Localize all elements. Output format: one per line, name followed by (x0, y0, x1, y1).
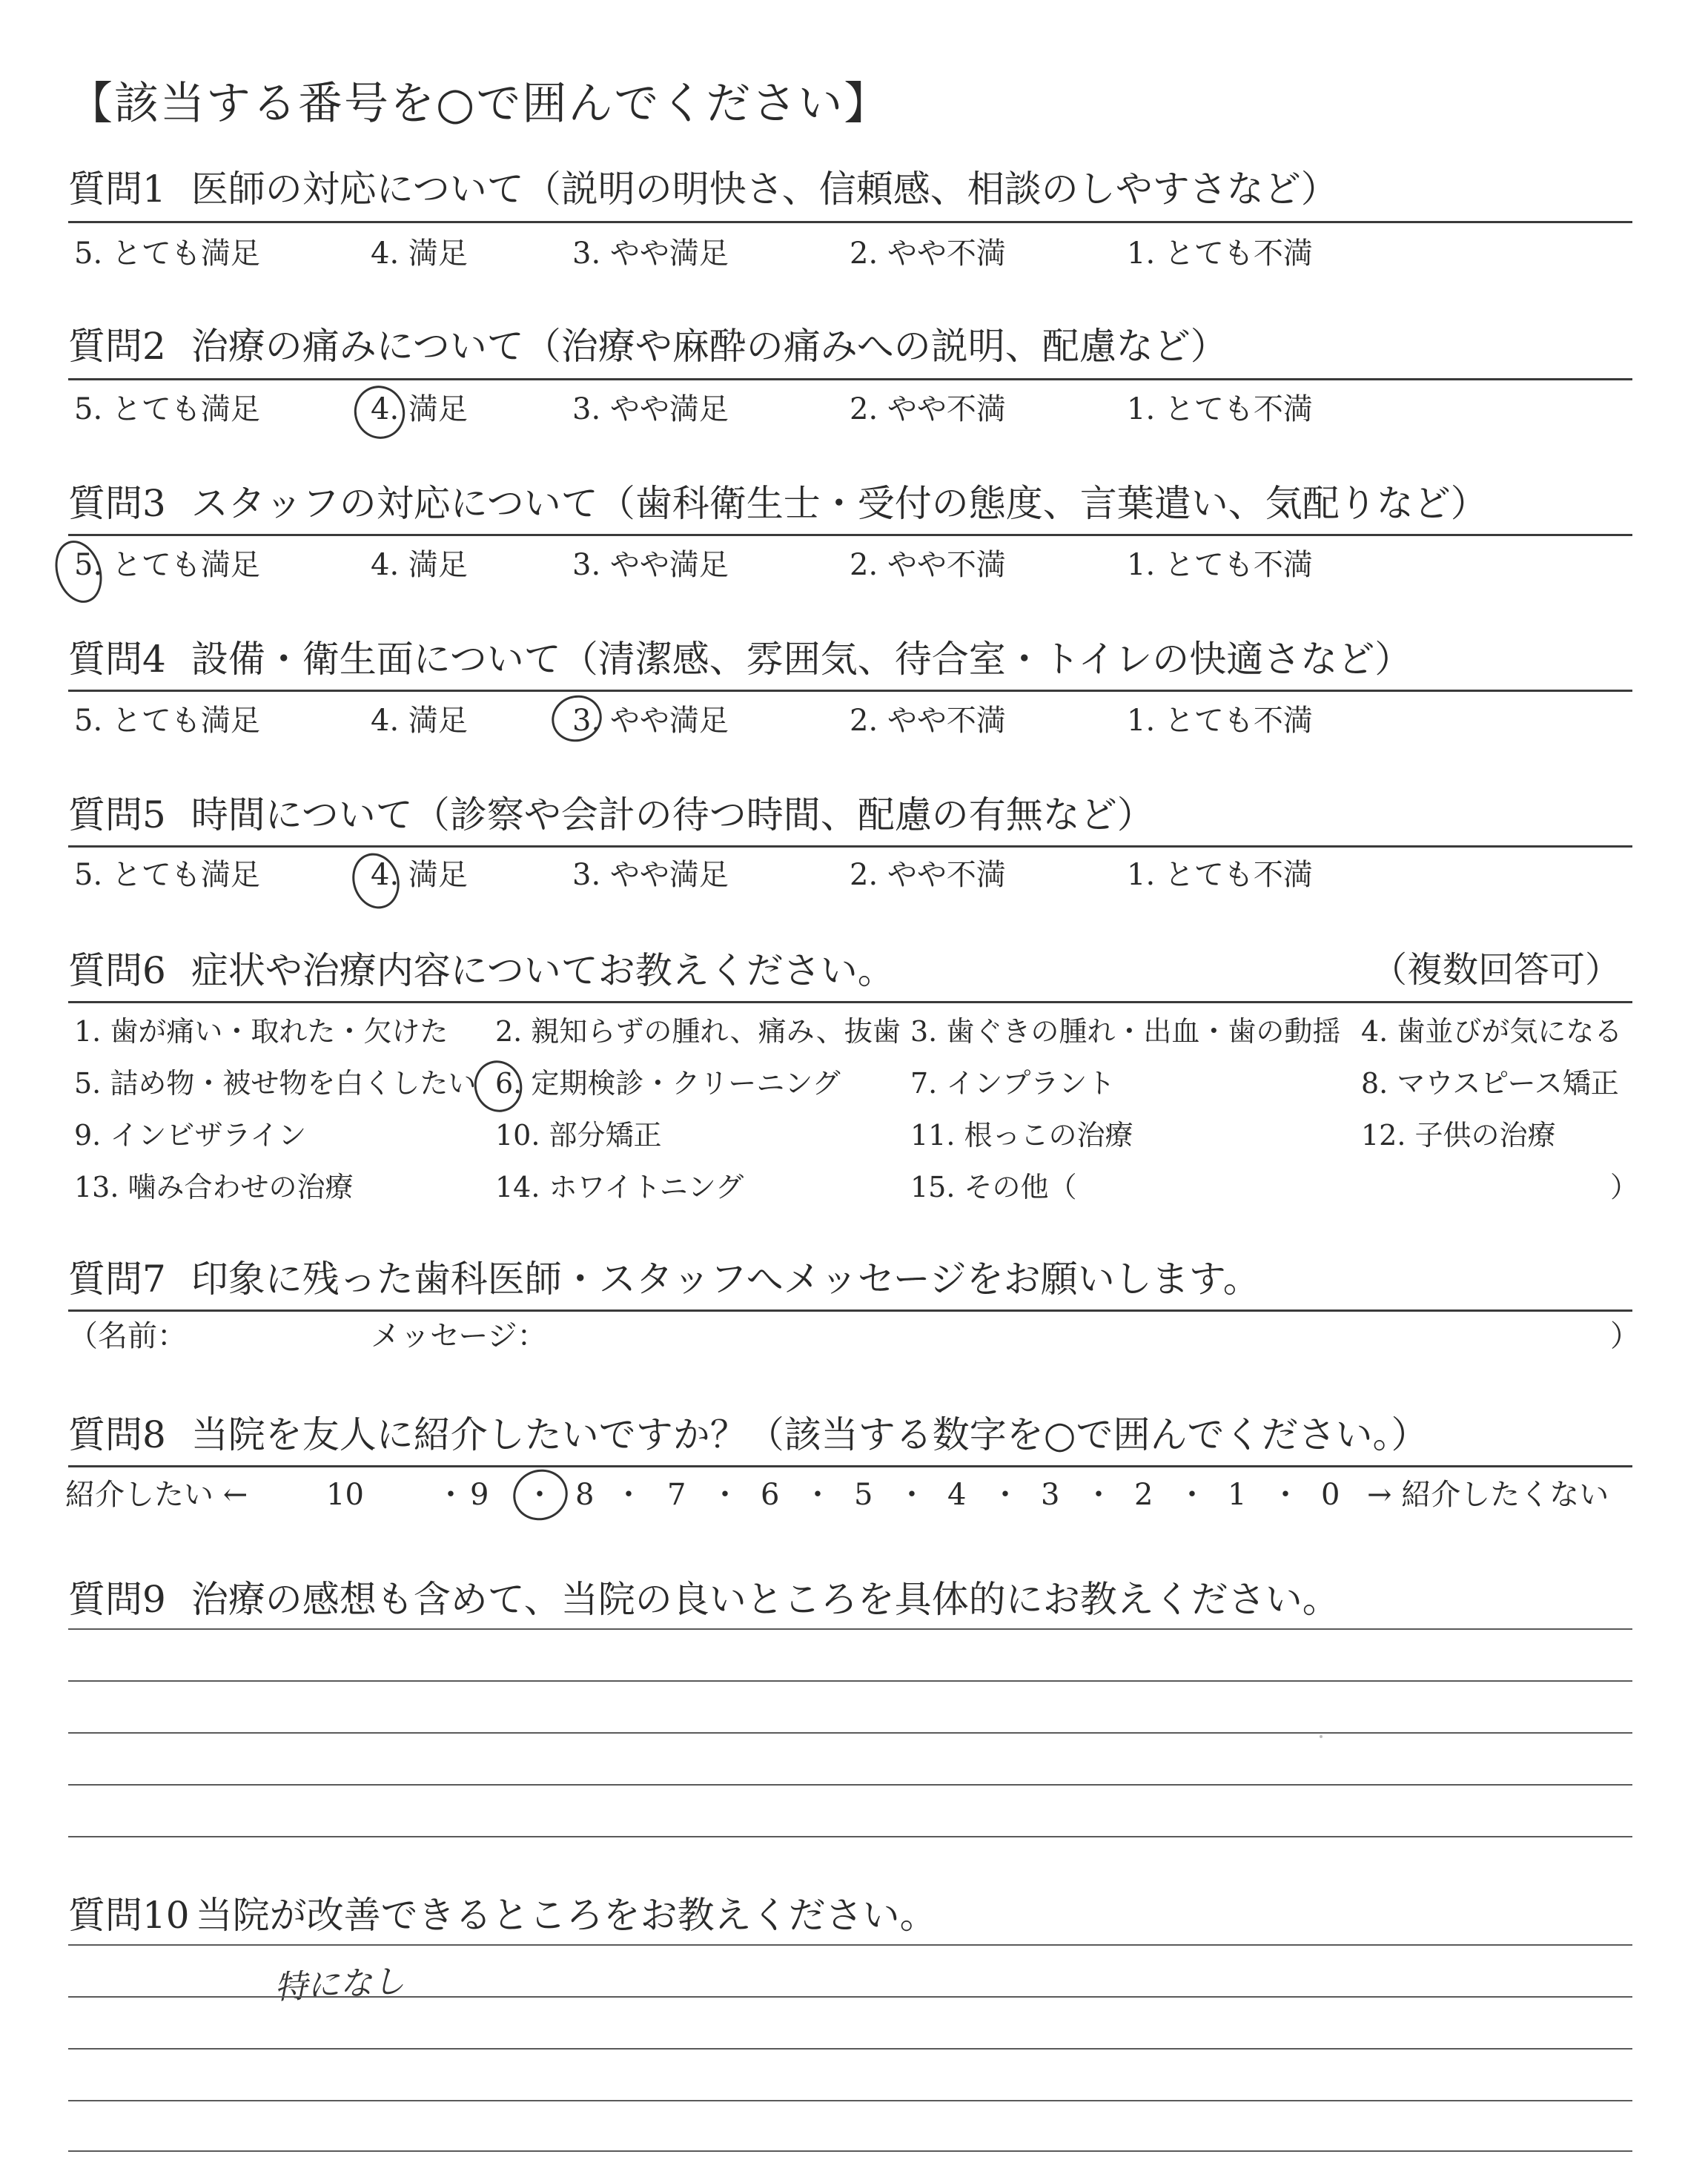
option-2[interactable]: 2. やや不満 (850, 392, 1006, 426)
symptom-option[interactable]: 10. 部分矯正 (495, 1119, 662, 1152)
option-1[interactable]: 1. とても不満 (1127, 392, 1313, 426)
question-label: 質問3 (68, 482, 166, 525)
question-label: 質問8 (68, 1413, 166, 1456)
scale-value[interactable]: 1 (1228, 1478, 1247, 1512)
symptom-option[interactable]: 11. 根っこの治療 (910, 1119, 1133, 1152)
question-label: 質問2 (68, 325, 166, 368)
question-2-heading (68, 325, 1228, 368)
answer-line[interactable] (68, 2048, 1632, 2050)
option-2[interactable]: 2. やや不満 (850, 704, 1006, 738)
question-text: 時間について（診察や会計の待つ時間、配慮の有無など） (191, 793, 1154, 836)
page-title: 【該当する番号を○で囲んでください】 (68, 78, 890, 130)
symptom-option[interactable]: 12. 子供の治療 (1361, 1119, 1556, 1152)
question-text: 印象に残った歯科医師・スタッフへメッセージをお願いします。 (191, 1258, 1260, 1301)
question-rule (68, 1001, 1632, 1003)
symptom-option[interactable]: 1. 歯が痛い・取れた・欠けた (74, 1015, 448, 1048)
option-1[interactable]: 1. とても不満 (1127, 548, 1313, 582)
scan-speck (1320, 1735, 1323, 1738)
recommend-right-label: → 紹介したくない (1367, 1478, 1609, 1512)
option-2[interactable]: 2. やや不満 (850, 548, 1006, 582)
question-6-heading (68, 949, 895, 992)
scale-value[interactable]: 7 (667, 1478, 686, 1512)
question-label: 質問10 (68, 1894, 190, 1937)
answer-line[interactable] (68, 2100, 1632, 2101)
question-text: 当院を友人に紹介したいですか？（該当する数字を○で囲んでください。） (191, 1413, 1429, 1456)
question-7-heading (68, 1258, 1260, 1301)
option-3[interactable]: 3. やや満足 (572, 858, 729, 892)
question-text: 設備・衛生面について（清潔感、雰囲気、待合室・トイレの快適さなど） (191, 638, 1412, 681)
question-rule (68, 845, 1632, 848)
option-1[interactable]: 1. とても不満 (1127, 858, 1313, 892)
scale-value[interactable]: 8 (575, 1478, 595, 1512)
question-rule (68, 378, 1632, 380)
question-text: 症状や治療内容についてお教えください。 (191, 949, 895, 992)
answer-line[interactable] (68, 1944, 1632, 1946)
scale-dot: ・ (897, 1478, 927, 1512)
answer-line[interactable] (68, 2150, 1632, 2152)
answer-line[interactable] (68, 1784, 1632, 1786)
symptom-option[interactable]: 3. 歯ぐきの腫れ・出血・歯の動揺 (910, 1015, 1341, 1048)
question-text: 治療の感想も含めて、当院の良いところを具体的にお教えください。 (191, 1578, 1340, 1621)
answer-line[interactable] (68, 1836, 1632, 1837)
symptom-option[interactable]: 13. 噛み合わせの治療 (74, 1171, 354, 1203)
scale-value[interactable]: 6 (761, 1478, 780, 1512)
other-close-paren: ） (1610, 1171, 1639, 1203)
question-1-heading (68, 168, 1338, 211)
scale-value[interactable]: 9 (470, 1478, 489, 1512)
scale-dot: ・ (803, 1478, 833, 1512)
question-9-heading (68, 1578, 1340, 1621)
scale-value[interactable]: 10 (326, 1478, 364, 1512)
symptom-option[interactable]: 15. その他（ (910, 1171, 1077, 1203)
recommend-left-label: 紹介したい ← (65, 1478, 248, 1512)
symptom-option[interactable]: 4. 歯並びが気になる (1361, 1015, 1623, 1048)
option-3[interactable]: 3. やや満足 (572, 548, 729, 582)
option-4[interactable]: 4. 満足 (371, 237, 468, 271)
question-text: 治療の痛みについて（治療や麻酔の痛みへの説明、配慮など） (191, 325, 1228, 368)
multiple-answers-note: （複数回答可） (1371, 949, 1621, 991)
option-4[interactable]: 4. 満足 (371, 704, 468, 738)
hand-drawn-circle-mark (546, 689, 608, 748)
option-1[interactable]: 1. とても不満 (1127, 237, 1313, 271)
answer-line[interactable] (68, 1996, 1632, 1998)
question-label: 質問7 (68, 1258, 166, 1301)
option-4[interactable]: 4. 満足 (371, 548, 468, 582)
option-2[interactable]: 2. やや不満 (850, 858, 1006, 892)
symptom-option[interactable]: 9. インビザライン (74, 1119, 307, 1152)
option-5[interactable]: 5. とても満足 (74, 858, 260, 892)
question-3-heading (68, 482, 1488, 525)
scale-value[interactable]: 3 (1041, 1478, 1060, 1512)
question-4-heading (68, 638, 1412, 681)
scale-dot: ・ (1271, 1478, 1300, 1512)
message-field-label[interactable]: メッセージ： (371, 1319, 547, 1353)
scale-dot: ・ (1177, 1478, 1207, 1512)
answer-line[interactable] (68, 1732, 1632, 1734)
scale-dot: ・ (525, 1478, 555, 1512)
scale-dot: ・ (436, 1478, 466, 1512)
hand-drawn-circle-mark (468, 1054, 529, 1118)
question-label: 質問5 (68, 793, 166, 836)
option-5[interactable]: 5. とても満足 (74, 548, 260, 582)
option-3[interactable]: 3. やや満足 (572, 237, 729, 271)
scale-dot: ・ (1084, 1478, 1113, 1512)
option-5[interactable]: 5. とても満足 (74, 237, 260, 271)
question-text: 当院が改善できるところをお教えください。 (195, 1894, 937, 1937)
question-label: 質問4 (68, 638, 166, 681)
hand-drawn-circle-mark (47, 535, 110, 609)
option-1[interactable]: 1. とても不満 (1127, 704, 1313, 738)
question-text: スタッフの対応について（歯科衛生士・受付の態度、言葉遣い、気配りなど） (191, 482, 1488, 525)
question-rule (68, 534, 1632, 536)
question-text: 医師の対応について（説明の明快さ、信頼感、相談のしやすさなど） (191, 168, 1338, 211)
scale-dot: ・ (614, 1478, 643, 1512)
question-label: 質問1 (68, 168, 166, 211)
question-rule (68, 690, 1632, 692)
hand-drawn-circle-mark (506, 1462, 574, 1527)
option-4[interactable]: 4. 満足 (371, 392, 468, 426)
question-10-heading (68, 1894, 937, 1937)
question-8-heading (68, 1413, 1429, 1456)
option-5[interactable]: 5. とても満足 (74, 704, 260, 738)
symptom-option[interactable]: 2. 親知らずの腫れ、痛み、抜歯 (495, 1015, 901, 1048)
scale-dot: ・ (990, 1478, 1020, 1512)
question-rule (68, 1309, 1632, 1312)
symptom-option[interactable]: 7. インプラント (910, 1067, 1116, 1100)
answer-line[interactable] (68, 1680, 1632, 1682)
scale-value[interactable]: 5 (854, 1478, 873, 1512)
handwritten-answer: 特になし (274, 1962, 406, 2007)
symptom-option[interactable]: 8. マウスピース矯正 (1361, 1067, 1619, 1100)
hand-drawn-circle-mark (348, 379, 412, 445)
scale-value[interactable]: 2 (1134, 1478, 1153, 1512)
scale-dot: ・ (710, 1478, 740, 1512)
option-5[interactable]: 5. とても満足 (74, 392, 260, 426)
answer-line[interactable] (68, 1628, 1632, 1630)
question-label: 質問9 (68, 1578, 166, 1621)
question-rule (68, 221, 1632, 223)
scale-value[interactable]: 0 (1321, 1478, 1340, 1512)
symptom-option[interactable]: 5. 詰め物・被せ物を白くしたい (74, 1067, 477, 1100)
question-5-heading (68, 793, 1154, 836)
hand-drawn-circle-mark (345, 847, 406, 914)
symptom-option[interactable]: 6. 定期検診・クリーニング (495, 1067, 841, 1100)
name-field-label[interactable]: （名前： (68, 1319, 187, 1353)
symptom-option[interactable]: 14. ホワイトニング (495, 1171, 744, 1203)
scale-value[interactable]: 4 (947, 1478, 967, 1512)
question-rule (68, 1465, 1632, 1467)
question-label: 質問6 (68, 949, 166, 992)
option-4[interactable]: 4. 満足 (371, 858, 468, 892)
option-2[interactable]: 2. やや不満 (850, 237, 1006, 271)
option-3[interactable]: 3. やや満足 (572, 392, 729, 426)
close-paren: ） (1610, 1319, 1640, 1353)
option-3[interactable]: 3. やや満足 (572, 704, 729, 738)
